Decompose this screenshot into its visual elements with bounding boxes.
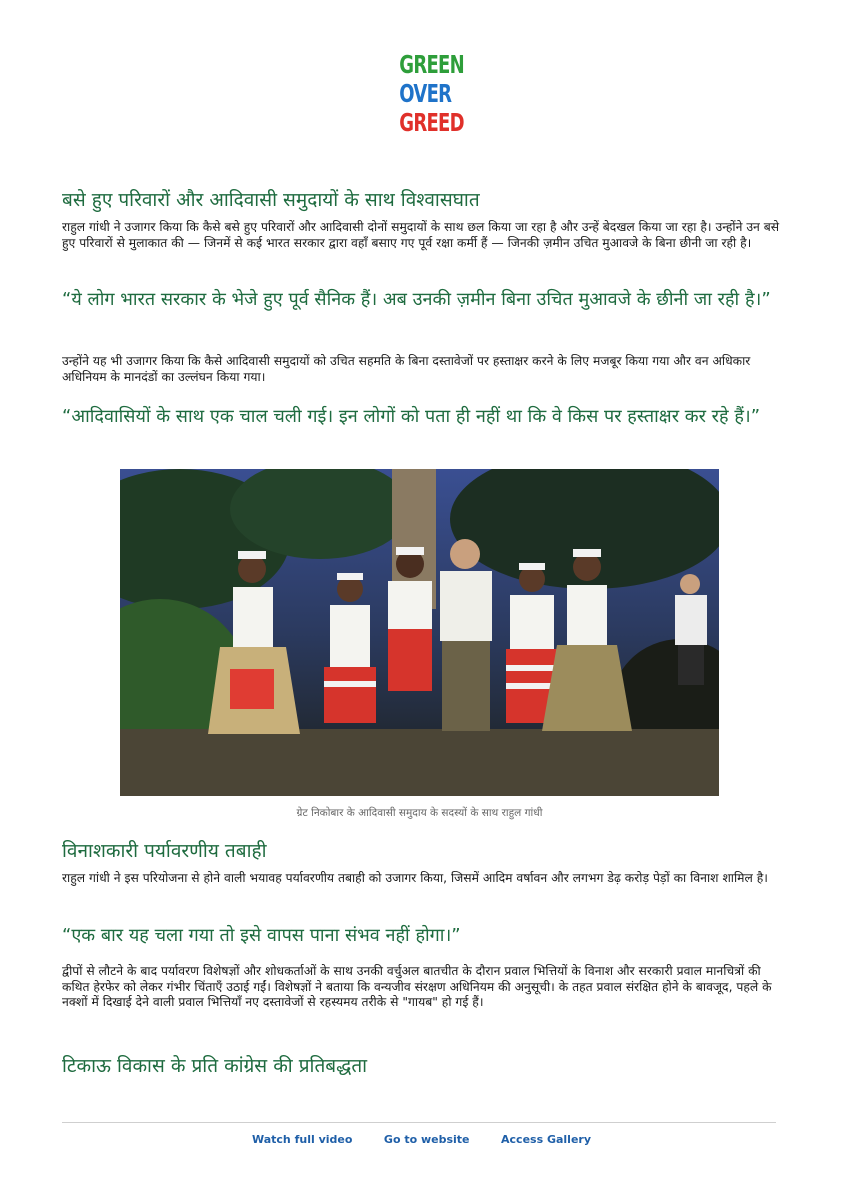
gallery-link[interactable]: Access Gallery: [501, 1133, 592, 1146]
paragraph-coral-reefs: द्वीपों से लौटने के बाद पर्यावरण विशेषज्ञों और शोधकर्ताओं के साथ उनकी वर्चुअल बातचीत के दौरान प्रवाल भित्तियों के विनाश और सरकारी प्रवाल मानचित्रों की कथित हेरफेर को लेकर गंभीर चिंताएँ उठाई गईं। विशेषज्ञों ने बताया कि वन्यजीव संरक्षण अधिनियम की अनुसूची। के तहत प्रवाल संरक्षित होने के बावजूद, पहले के नक्शों में दिखाई देने वाली प्रवाल भित्तियाँ नए दस्तावेजों से रहस्यमय तरीके से "गायब" हो गई हैं।: [62, 964, 772, 1009]
quote-ex-soldiers: “ये लोग भारत सरकार के भेजे हुए पूर्व सैनिक हैं। अब उनकी ज़मीन बिना उचित मुआवजे के छीनी जा रही है।”: [62, 289, 771, 310]
section-heading-commitment: टिकाऊ विकास के प्रति कांग्रेस की प्रतिबद्धता: [62, 1055, 368, 1077]
paragraph-destruction: राहुल गांधी ने इस परियोजना से होने वाली भयावह पर्यावरणीय तबाही को उजागर किया, जिसमें आदिम वर्षावन और लगभग डेढ़ करोड़ पेड़ों का विनाश शामिल है।: [62, 871, 768, 885]
logo-line-green: GREEN: [399, 50, 464, 79]
paragraph-families: राहुल गांधी ने उजागर किया कि कैसे बसे हुए परिवारों और आदिवासी दोनों समुदायों के साथ छल किया जा रहा है और उन्हें बेदखल किया जा रहा है। उन्होंने उन बसे हुए परिवारों से मुलाकात की — जिनमें से कई भारत सरकार द्वारा वहाँ बसाए गए पूर्व रक्षा कर्मी हैं — जिनकी ज़मीन उचित मुआवजे के बिना छीनी जा रही है।: [62, 220, 780, 250]
section-heading-betrayal: बसे हुए परिवारों और आदिवासी समुदायों के साथ विश्वासघात: [62, 189, 480, 211]
quote-cannot-recover: “एक बार यह चला गया तो इसे वापस पाना संभव नहीं होगा।”: [62, 925, 461, 946]
logo-line-greed: GREED: [399, 108, 464, 137]
website-link[interactable]: Go to website: [383, 1133, 470, 1146]
quote-tribal-trick: “आदिवासियों के साथ एक चाल चली गई। इन लोगों को पता ही नहीं था कि वे किस पर हस्ताक्षर कर रहे हैं।”: [62, 406, 761, 427]
green-over-greed-logo: [392, 50, 464, 142]
footer-divider: [62, 1122, 776, 1123]
footer-links: [0, 1133, 843, 1146]
photo-caption: ग्रेट निकोबार के आदिवासी समुदाय के सदस्यों के साथ राहुल गांधी: [296, 807, 543, 819]
photo-tribal-community: [120, 469, 719, 796]
paragraph-tribal-consent: उन्होंने यह भी उजागर किया कि कैसे आदिवासी समुदायों को उचित सहमति के बिना दस्तावेजों पर हस्ताक्षर करने के लिए मजबूर किया गया और वन अधिकार अधिनियम के मानदंडों का उल्लंघन किया गया।: [62, 354, 751, 384]
logo-line-over: OVER: [399, 79, 452, 108]
section-heading-environment: विनाशकारी पर्यावरणीय तबाही: [62, 840, 267, 862]
watch-video-link[interactable]: Watch full video: [251, 1133, 353, 1146]
